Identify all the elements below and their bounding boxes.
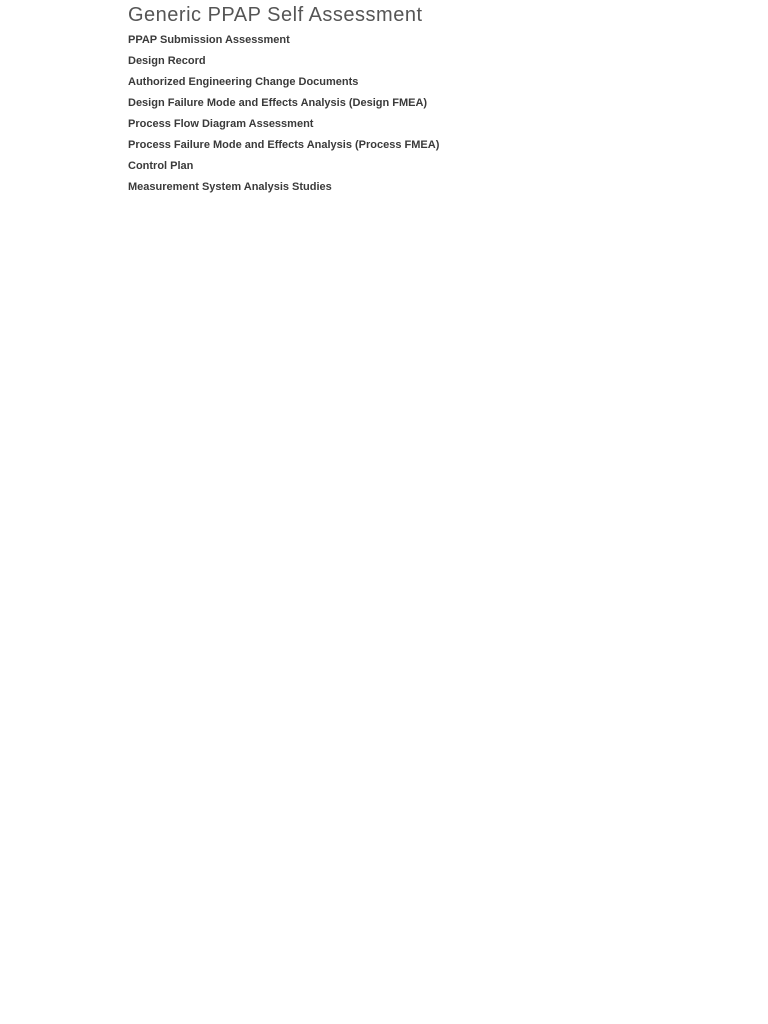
section: [128, 181, 638, 194]
sections-container: [128, 34, 638, 194]
document-page: [128, 4, 638, 1016]
section: [128, 160, 638, 173]
section-heading: PPAP Submission Assessment: [128, 34, 290, 46]
section-heading: Process Failure Mode and Effects Analysis (Process FMEA): [128, 139, 440, 151]
section-heading: Design Record: [128, 55, 206, 67]
section: [128, 118, 638, 131]
section: [128, 97, 638, 110]
section-heading: Authorized Engineering Change Documents: [128, 76, 359, 88]
section-heading: Process Flow Diagram Assessment: [128, 118, 314, 130]
section-heading: Control Plan: [128, 160, 194, 172]
section: [128, 55, 638, 68]
section: [128, 34, 638, 47]
section-heading: Measurement System Analysis Studies: [128, 181, 332, 193]
document-title: Generic PPAP Self Assessment: [128, 4, 423, 26]
section: [128, 76, 638, 89]
section-heading: Design Failure Mode and Effects Analysis (Design FMEA): [128, 97, 428, 109]
section: [128, 139, 638, 152]
